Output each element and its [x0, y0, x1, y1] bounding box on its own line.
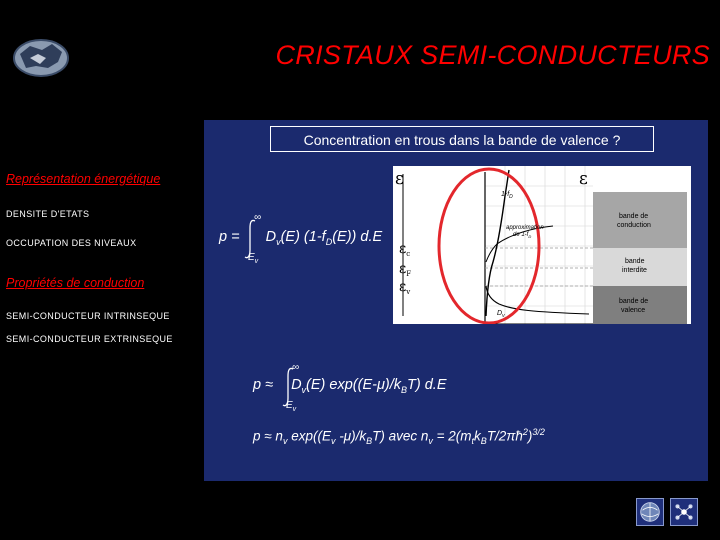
- band-valence-label-2: valence: [621, 307, 646, 314]
- equation-nv: $p \approx n_v$ $\exp((E_v$ $-\mu)/k_BT$) avec $n_v$ = $2(m_tk_BT/2\pi ħ^2)^{3/2}$: [253, 427, 545, 447]
- item-occupation-niveaux[interactable]: OCCUPATION DES NIVEAUX: [6, 238, 137, 248]
- band-valence: [593, 286, 687, 324]
- globe-nav-icon[interactable]: [636, 498, 664, 526]
- eq1-lead: p =: [219, 229, 240, 245]
- eps-left: ε: [395, 169, 404, 189]
- eq2-upper-bound: ∞: [292, 362, 300, 373]
- eq2-lower-bound: $E_v$: [286, 400, 297, 413]
- eq1-density: D: [265, 229, 277, 245]
- band-diagram: [393, 166, 691, 324]
- equation-integral-1: $p = D_v(E)$ $(1-f_D(E))$ d.E: [219, 229, 383, 247]
- band-conduction-label-1: bande de: [619, 213, 649, 220]
- item-extrinseque[interactable]: SEMI-CONDUCTEUR EXTRINSEQUE: [6, 334, 173, 344]
- slide-title: CRISTAUX SEMI-CONDUCTEURS: [275, 40, 710, 70]
- approx-label-2: de $1-f_D$: [513, 232, 532, 239]
- ev-label: $\varepsilon_v$: [399, 279, 411, 296]
- equation-integral-2: $p \approx D_v(E)$ $\exp((E-\mu)/k_BT)$ d.E: [253, 377, 447, 395]
- band-conduction-label-2: conduction: [617, 222, 651, 229]
- item-intrinseque[interactable]: SEMI-CONDUCTEUR INTRINSEQUE: [6, 311, 170, 321]
- question-box: Concentration en trous dans la bande de valence ?: [270, 126, 654, 152]
- band-gap-label-2: interdite: [622, 267, 647, 274]
- band-conduction: [593, 192, 687, 248]
- globe-logo: [12, 38, 70, 78]
- eps-right: ε: [579, 169, 588, 189]
- ef-label: $\varepsilon_F$: [399, 261, 412, 278]
- item-densite-etats[interactable]: DENSITE D'ETATS: [6, 209, 90, 219]
- section-conduction[interactable]: Propriétés de conduction: [6, 276, 145, 290]
- ec-label: $\varepsilon_c$: [399, 241, 411, 258]
- band-valence-label-1: bande de: [619, 298, 649, 305]
- eq1-upper-bound: ∞: [254, 212, 262, 223]
- dv-label: $D_v$: [497, 310, 505, 319]
- section-representation[interactable]: Représentation énergétique: [6, 172, 161, 186]
- fd-label: $1-f_D$: [501, 191, 513, 200]
- band-gap-label-1: bande: [625, 258, 645, 265]
- atom-nav-icon[interactable]: [670, 498, 698, 526]
- eq1-lower-bound: $E_v$: [248, 252, 259, 265]
- approx-label: approximation: [506, 225, 544, 231]
